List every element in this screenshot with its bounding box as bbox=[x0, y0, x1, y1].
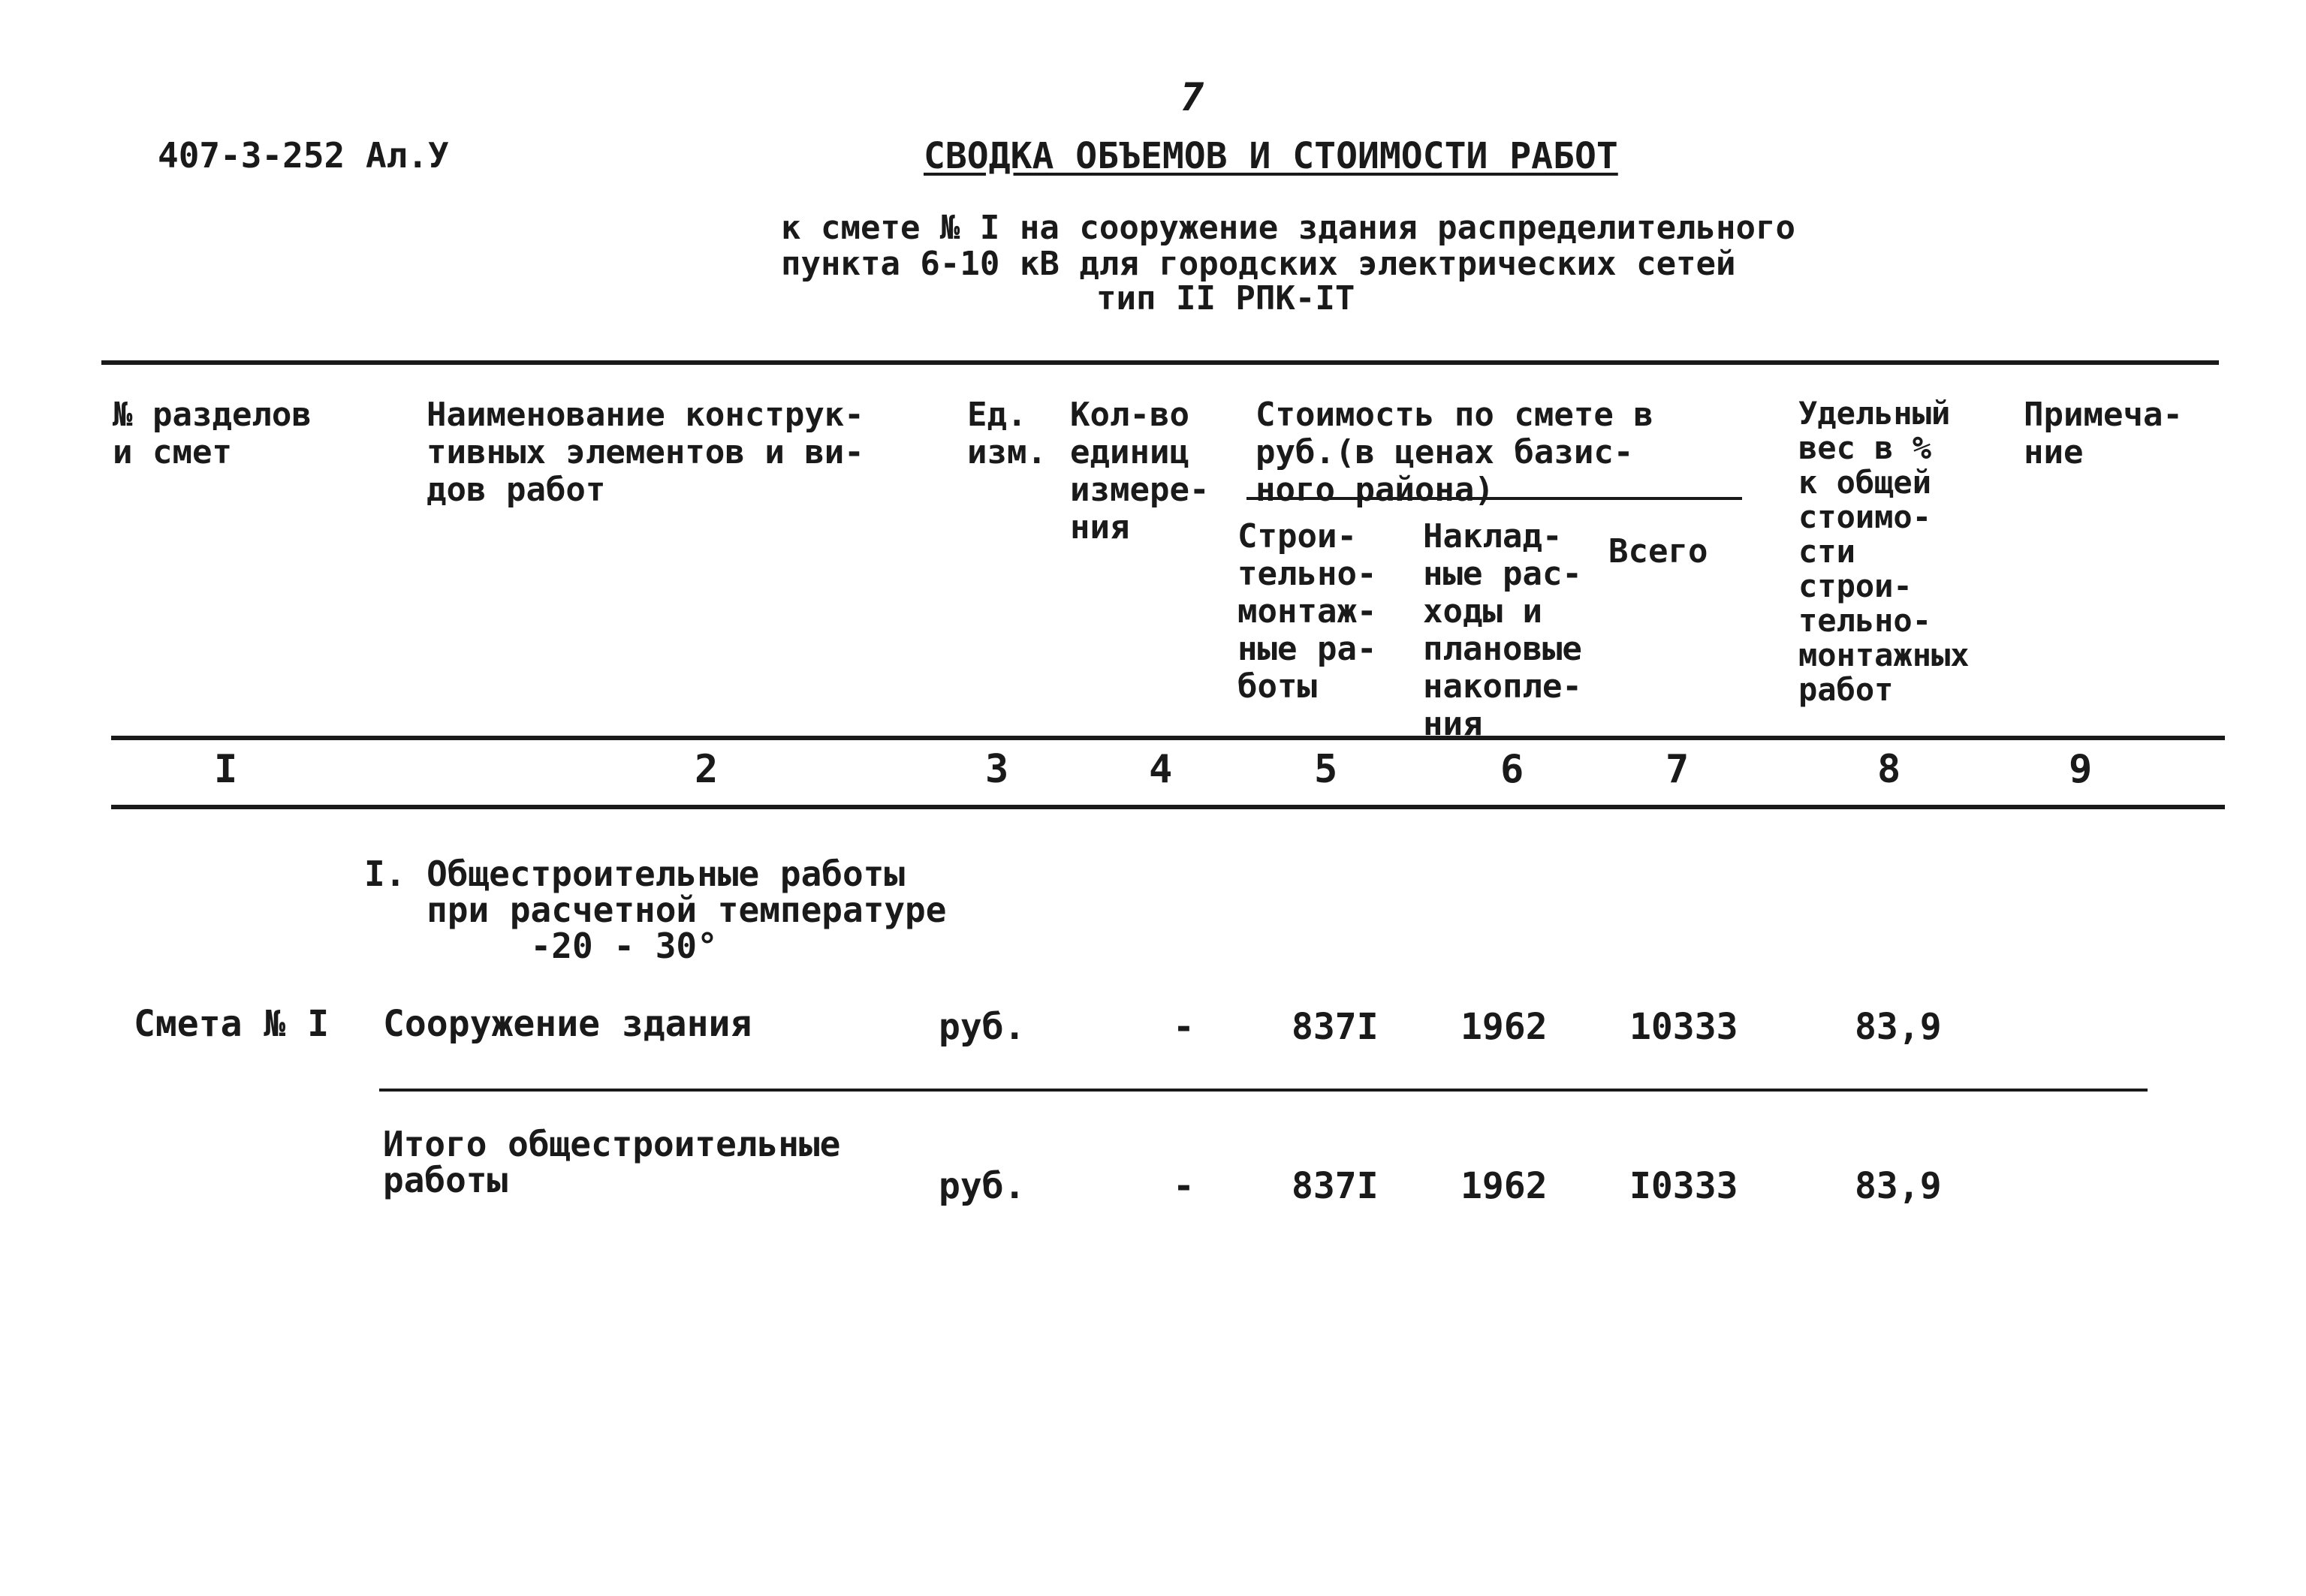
page-number: 7 bbox=[1180, 75, 1204, 120]
subtitle-line-1: к смете № I на сооружение здания распределительного bbox=[781, 209, 1796, 247]
row-share: 83,9 bbox=[1855, 1006, 1942, 1048]
row-separator-rule bbox=[379, 1089, 2148, 1092]
col-number-4: 4 bbox=[1149, 747, 1173, 792]
subtitle-line-3: тип II РПК-IT bbox=[1096, 279, 1355, 318]
total-row-construction: 837I bbox=[1292, 1165, 1379, 1207]
total-row-name: Итого общестроительные работы bbox=[383, 1124, 841, 1200]
col-number-9: 9 bbox=[2069, 747, 2093, 792]
row-unit: руб. bbox=[939, 1006, 1026, 1048]
col-number-2: 2 bbox=[695, 747, 719, 792]
row-section: Смета № I bbox=[134, 1003, 330, 1045]
row-overhead: 1962 bbox=[1460, 1006, 1548, 1048]
col-header-unit: Ед. изм. bbox=[967, 396, 1047, 471]
total-row-share: 83,9 bbox=[1855, 1165, 1942, 1207]
col-number-6: 6 bbox=[1500, 747, 1524, 792]
col-header-share: Удельный вес в % к общей стоимо- сти строи- тельно- монтажных работ bbox=[1798, 395, 1970, 708]
table-top-rule bbox=[101, 360, 2219, 365]
col-header-total: Всего bbox=[1608, 532, 1708, 571]
col-number-5: 5 bbox=[1314, 747, 1338, 792]
header-bottom-rule bbox=[111, 736, 2225, 740]
col-header-note: Примеча- ние bbox=[2024, 396, 2183, 471]
total-row-overhead: 1962 bbox=[1460, 1165, 1548, 1207]
section-heading: I. Общестроительные работы при расчетной температуре -20 - 30° bbox=[364, 854, 947, 966]
col-header-section: № разделов и смет bbox=[113, 396, 312, 471]
page-title: СВОДКА ОБЪЕМОВ И СТОИМОСТИ РАБОТ bbox=[924, 135, 1618, 177]
col-number-8: 8 bbox=[1877, 747, 1901, 792]
col-header-name: Наименование конструк- тивных элементов и ви- дов работ bbox=[427, 396, 864, 509]
col-number-7: 7 bbox=[1665, 747, 1690, 792]
row-name: Сооружение здания bbox=[383, 1003, 752, 1045]
row-total: 10333 bbox=[1629, 1006, 1738, 1048]
total-row-total: I0333 bbox=[1629, 1165, 1738, 1207]
col-number-1: I bbox=[214, 747, 238, 792]
document-code: 407-3-252 Ал.У bbox=[158, 135, 449, 176]
col-header-cost-group: Стоимость по смете в руб.(в ценах базис- ного района) bbox=[1255, 396, 1653, 509]
total-row-quantity: - bbox=[1173, 1165, 1195, 1207]
subtitle-line-2: пункта 6-10 кВ для городских электрических сетей bbox=[781, 245, 1736, 283]
col-header-construction: Строи- тельно- монтаж- ные ра- боты bbox=[1237, 517, 1377, 706]
row-construction: 837I bbox=[1292, 1006, 1379, 1048]
numbers-bottom-rule bbox=[111, 805, 2225, 809]
col-header-quantity: Кол-во единиц измере- ния bbox=[1070, 396, 1210, 547]
col-header-overhead: Наклад- ные рас- ходы и плановые накопле- ния bbox=[1423, 517, 1582, 743]
total-row-unit: руб. bbox=[939, 1165, 1026, 1207]
row-quantity: - bbox=[1173, 1006, 1195, 1048]
col-number-3: 3 bbox=[985, 747, 1009, 792]
